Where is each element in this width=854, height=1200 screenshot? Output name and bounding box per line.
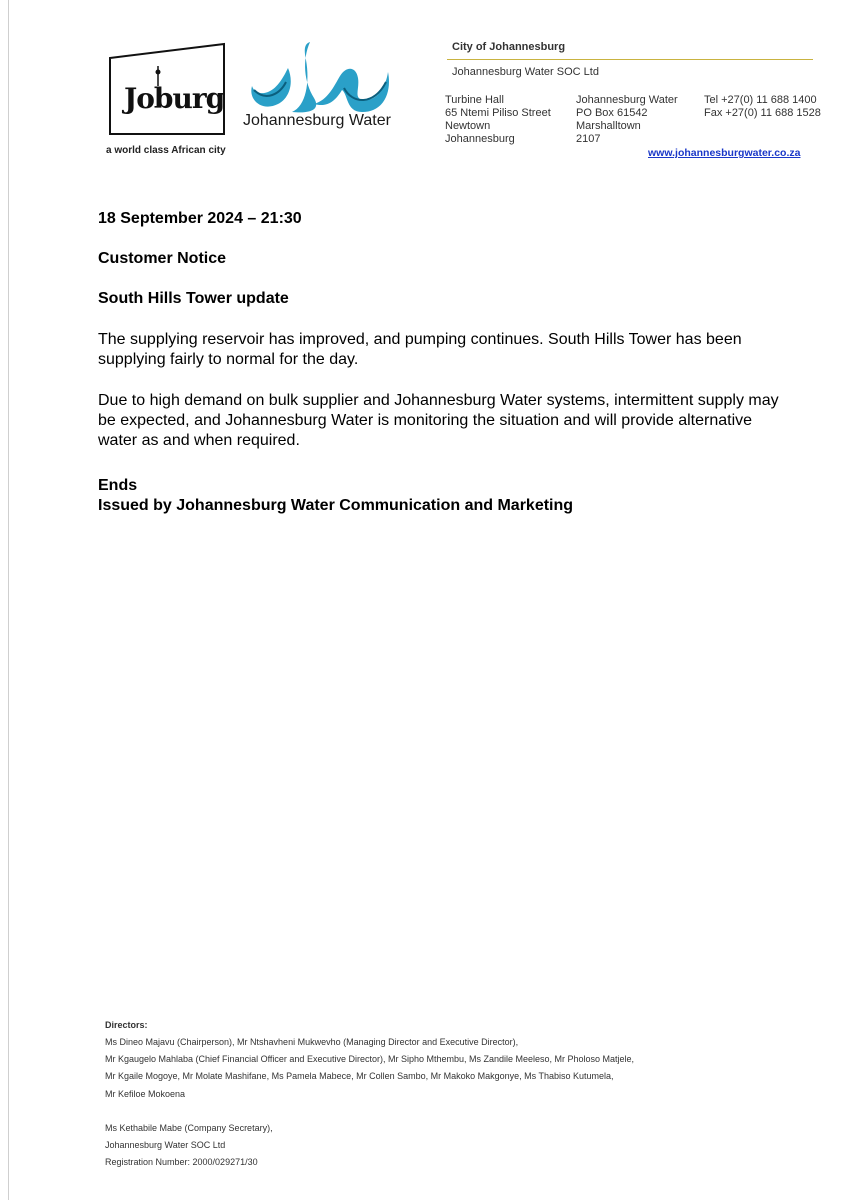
joburg-logo-wordmark: Joburg [124,82,225,115]
address-line: Johannesburg [445,133,515,145]
johannesburg-water-logo-text: Johannesburg Water [243,112,391,129]
joburg-logo [108,42,226,136]
johannesburg-water-logo [244,42,394,116]
address-line: PO Box 61542 [576,107,648,119]
address-line: Johannesburg Water [576,94,678,106]
paragraph-line: The supplying reservoir has improved, and pumping continues. South Hills Tower has been [98,331,742,348]
header-divider [447,59,813,60]
paragraph-line: be expected, and Johannesburg Water is monitoring the situation and will provide alternative [98,412,753,429]
address-line: 65 Ntemi Piliso Street [445,107,551,119]
fax: Fax +27(0) 11 688 1528 [704,107,821,119]
directors-line: Ms Dineo Majavu (Chairperson), Mr Ntshavheni Mukwevho (Managing Director and Executive Director), [105,1037,519,1047]
address-line: 2107 [576,133,601,145]
address-line: Newtown [445,120,491,132]
postal-address [576,94,678,146]
notice-ends: Ends [98,477,138,494]
directors-line: Mr Kgaile Mogoye, Mr Molate Mashifane, Ms Pamela Mabece, Mr Collen Sambo, Mr Makoko Makgonye, Ms Thabiso Kutumela, [105,1071,614,1081]
address-line: Marshalltown [576,120,641,132]
joburg-tagline: a world class African city [106,145,226,156]
paragraph-line: supplying fairly to normal for the day. [98,351,359,368]
city-title: City of Johannesburg [452,41,566,53]
paragraph-line: water as and when required. [98,432,300,449]
address-line: Turbine Hall [445,94,504,106]
paragraph-line: Due to high demand on bulk supplier and Johannesburg Water systems, intermittent supply may [98,392,779,409]
registration-number: Registration Number: 2000/029271/30 [105,1157,258,1167]
directors-line: Mr Kefiloe Mokoena [105,1089,186,1099]
issued-by: Issued by Johannesburg Water Communication and Marketing [98,497,574,514]
footer-company: Johannesburg Water SOC Ltd [105,1140,226,1150]
water-wave-icon [244,42,394,116]
company-name: Johannesburg Water SOC Ltd [452,66,599,78]
directors-line: Mr Kgaugelo Mahlaba (Chief Financial Officer and Executive Director), Mr Sipho Mthembu, Ms Zandile Meeleso, Mr Pholoso Matjele, [105,1054,635,1064]
directors-label: Directors: [105,1020,148,1030]
notice-paragraph-1 [98,330,838,370]
telephone: Tel +27(0) 11 688 1400 [704,94,817,106]
notice-paragraph-2 [98,391,838,451]
company-secretary: Ms Kethabile Mabe (Company Secretary), [105,1123,273,1133]
contact-numbers [704,94,821,120]
notice-heading: Customer Notice [98,250,227,267]
notice-date: 18 September 2024 – 21:30 [98,210,302,227]
page-left-edge [8,0,9,1200]
website-link[interactable]: www.johannesburgwater.co.za [648,147,801,159]
physical-address [445,94,551,146]
notice-subject: South Hills Tower update [98,290,289,307]
